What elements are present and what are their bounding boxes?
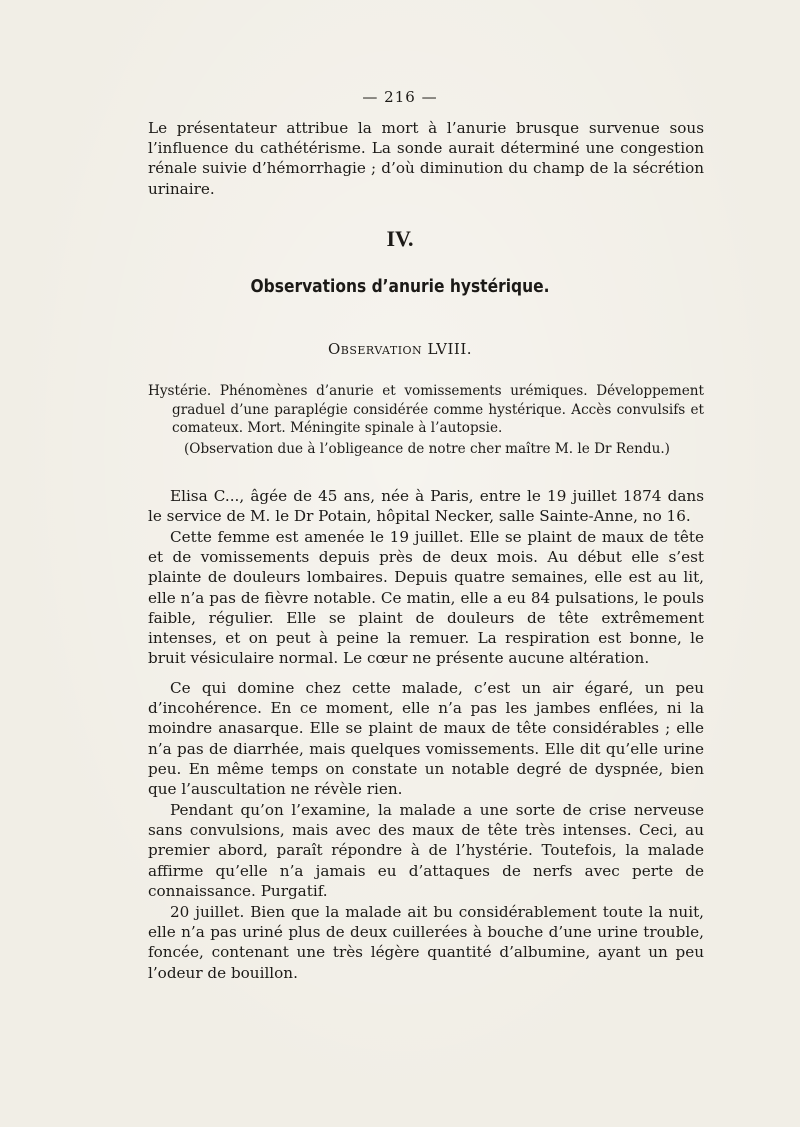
condition-paragraph: Ce qui domine chez cette malade, c’est un air égaré, un peu d’incohérence. En ce moment, elle n’a pas les jambes enflées, ni la moindre anasarque. Elle se plaint de maux de tête considérables ; elle n’a pas de diarrhée, mais quelques vomissements. Elle dit qu’elle urine peu. En même temps on constate un notable degré de dyspnée, bien que l’auscultation ne révèle rien.	[148, 679, 704, 799]
observation-title: Observation LVIII.	[327, 340, 473, 358]
page-number: — 216 —	[362, 88, 438, 106]
observation-summary: Hystérie. Phénomènes d’anurie et vomissements urémiques. Développement graduel d’une paraplégie considérée comme hystérique. Accès convulsifs et comateux. Mort. Méningite spinale à l’autopsie.	[148, 383, 704, 436]
section-title: Observations d’anurie hystérique.	[250, 276, 550, 297]
july-20-paragraph: 20 juillet. Bien que la malade ait bu considérablement toute la nuit, elle n’a pas uriné plus de deux cuillerées à bouche d’une urine trouble, foncée, contenant une très légère quantité d’albumine, ayant un peu l’odeur de bouillon.	[148, 903, 704, 982]
observation-source: (Observation due à l’obligeance de notre cher maître M. le Dr Rendu.)	[184, 441, 670, 457]
intro-paragraph: Le présentateur attribue la mort à l’anurie brusque survenue sous l’influence du cathétérisme. La sonde aurait déterminé une congestion rénale suivie d’hémorrhagie ; d’où diminution du champ de la sécrétion urinaire.	[148, 119, 704, 198]
patient-intro-paragraph: Elisa C..., âgée de 45 ans, née à Paris, entre le 19 juillet 1874 dans le service de M. le Dr Potain, hôpital Necker, salle Sainte-Anne, no 16.	[148, 487, 704, 526]
symptoms-paragraph: Cette femme est amenée le 19 juillet. Elle se plaint de maux de tête et de vomissements depuis près de deux mois. Au début elle s’est plainte de douleurs lombaires. Depuis quatre semaines, elle est au lit, elle n’a pas de fièvre notable. Ce matin, elle a eu 84 pulsations, le pouls faible, régulier. Elle se plaint de douleurs de tête extrêmement intenses, et on peut à peine la remuer. La respiration est bonne, le bruit vésiculaire normal. Le cœur ne présente aucune altération.	[148, 528, 704, 668]
section-numeral: IV.	[386, 226, 414, 251]
crisis-paragraph: Pendant qu’on l’examine, la malade a une sorte de crise nerveuse sans convulsions, mais avec des maux de tête très intenses. Ceci, au premier abord, paraît répondre à de l’hystérie. Toutefois, la malade affirme qu’elle n’a jamais eu d’attaques de nerfs avec perte de connaissance. Purgatif.	[148, 801, 704, 900]
